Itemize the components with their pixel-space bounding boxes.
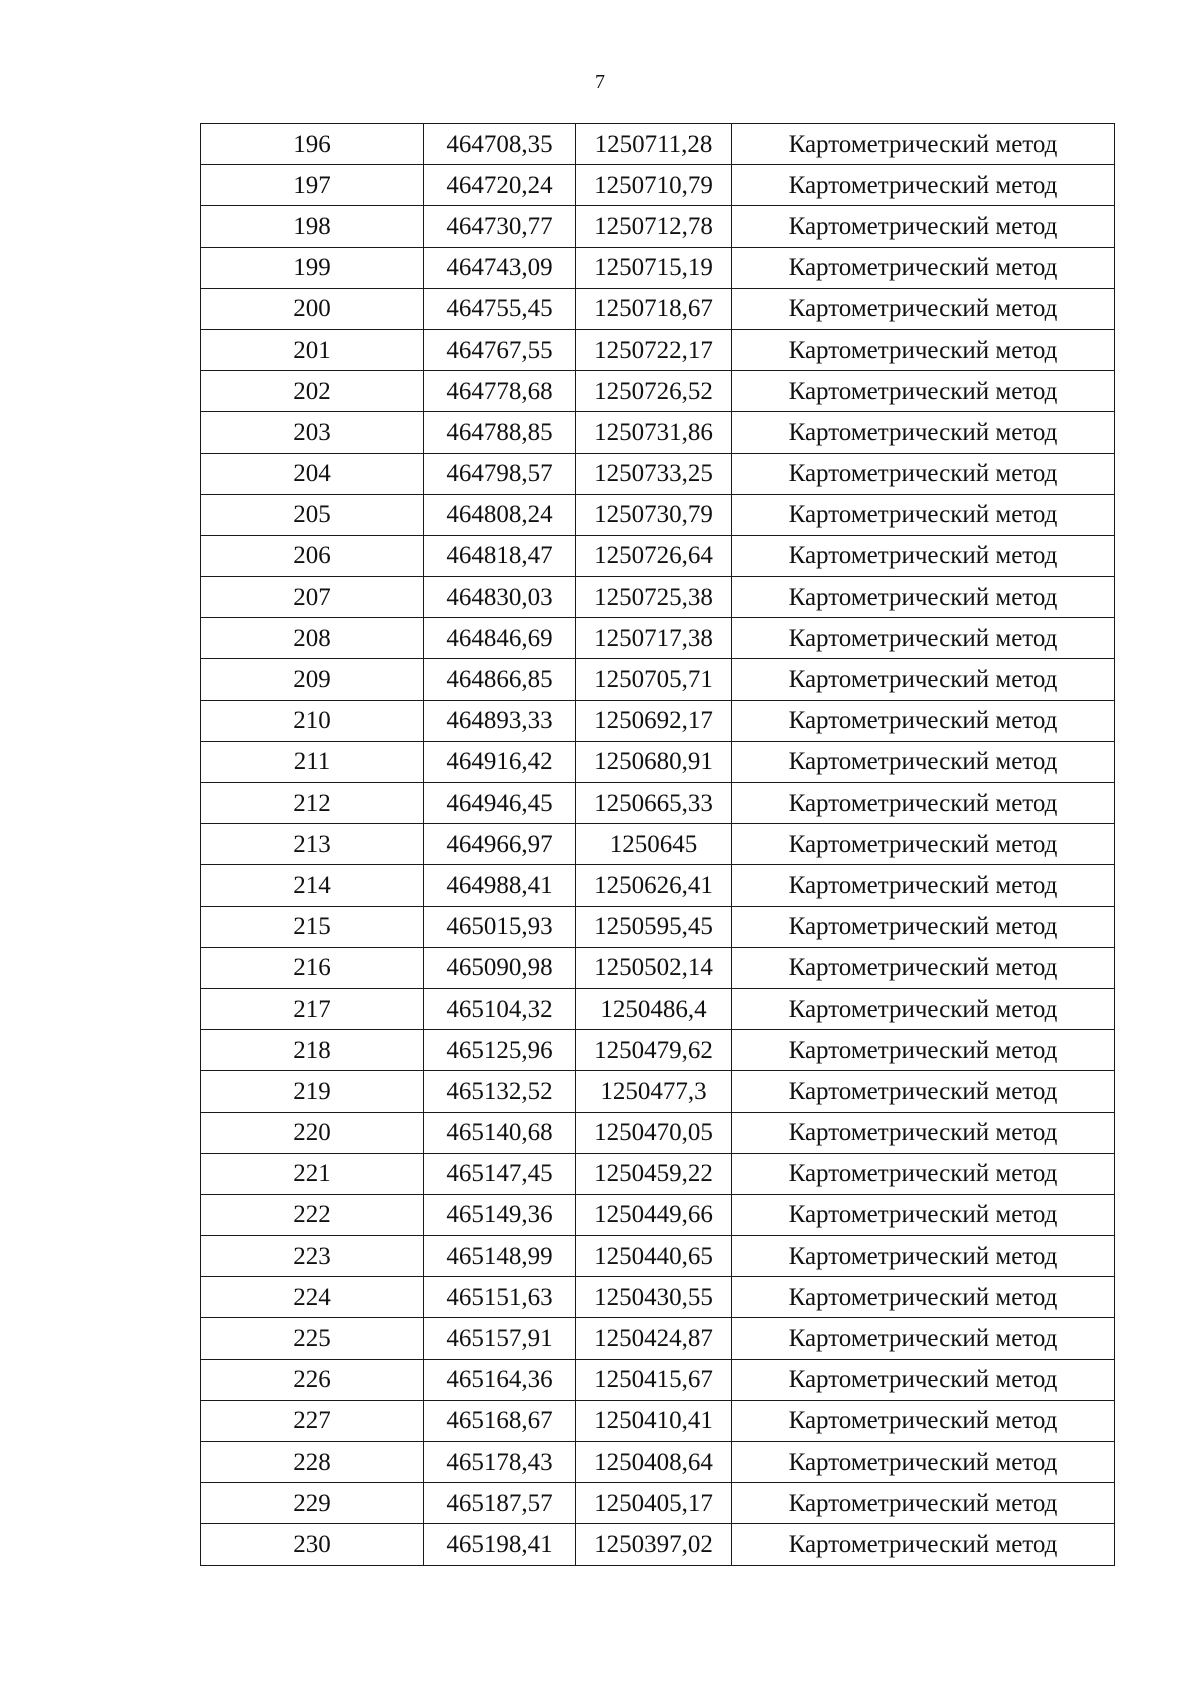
x-coordinate-cell: 464778,68 — [424, 371, 576, 412]
y-coordinate-cell: 1250717,38 — [576, 618, 732, 659]
method-cell: Картометрический метод — [732, 494, 1115, 535]
table-row — [201, 1277, 1115, 1318]
point-number-cell: 214 — [201, 865, 424, 906]
x-coordinate-cell: 465187,57 — [424, 1483, 576, 1524]
method-cell: Картометрический метод — [732, 329, 1115, 370]
method-cell: Картометрический метод — [732, 206, 1115, 247]
x-coordinate-cell: 465140,68 — [424, 1112, 576, 1153]
y-coordinate-cell: 1250410,41 — [576, 1400, 732, 1441]
page-number: 7 — [595, 71, 605, 93]
method-cell: Картометрический метод — [732, 1194, 1115, 1235]
x-coordinate-cell: 464830,03 — [424, 577, 576, 618]
table-row — [201, 947, 1115, 988]
table-row — [201, 412, 1115, 453]
table-row — [201, 1400, 1115, 1441]
method-cell: Картометрический метод — [732, 1359, 1115, 1400]
point-number-cell: 203 — [201, 412, 424, 453]
y-coordinate-cell: 1250595,45 — [576, 906, 732, 947]
point-number-cell: 208 — [201, 618, 424, 659]
x-coordinate-cell: 464755,45 — [424, 288, 576, 329]
y-coordinate-cell: 1250722,17 — [576, 329, 732, 370]
point-number-cell: 202 — [201, 371, 424, 412]
point-number-cell: 199 — [201, 247, 424, 288]
point-number-cell: 213 — [201, 824, 424, 865]
y-coordinate-cell: 1250397,02 — [576, 1524, 732, 1565]
point-number-cell: 206 — [201, 535, 424, 576]
method-cell: Картометрический метод — [732, 165, 1115, 206]
point-number-cell: 200 — [201, 288, 424, 329]
x-coordinate-cell: 465178,43 — [424, 1442, 576, 1483]
y-coordinate-cell: 1250715,19 — [576, 247, 732, 288]
method-cell: Картометрический метод — [732, 1277, 1115, 1318]
y-coordinate-cell: 1250710,79 — [576, 165, 732, 206]
table-row — [201, 288, 1115, 329]
x-coordinate-cell: 464730,77 — [424, 206, 576, 247]
method-cell: Картометрический метод — [732, 1442, 1115, 1483]
point-number-cell: 219 — [201, 1071, 424, 1112]
x-coordinate-cell: 464788,85 — [424, 412, 576, 453]
x-coordinate-cell: 465090,98 — [424, 947, 576, 988]
coordinates-table — [200, 123, 1115, 1566]
method-cell: Картометрический метод — [732, 247, 1115, 288]
table-row — [201, 988, 1115, 1029]
y-coordinate-cell: 1250424,87 — [576, 1318, 732, 1359]
method-cell: Картометрический метод — [732, 947, 1115, 988]
table-row — [201, 1483, 1115, 1524]
x-coordinate-cell: 465132,52 — [424, 1071, 576, 1112]
table-row — [201, 865, 1115, 906]
point-number-cell: 217 — [201, 988, 424, 1029]
table-row — [201, 453, 1115, 494]
table-row — [201, 165, 1115, 206]
method-cell: Картометрический метод — [732, 1030, 1115, 1071]
y-coordinate-cell: 1250405,17 — [576, 1483, 732, 1524]
table-row — [201, 1030, 1115, 1071]
method-cell: Картометрический метод — [732, 535, 1115, 576]
x-coordinate-cell: 464808,24 — [424, 494, 576, 535]
y-coordinate-cell: 1250712,78 — [576, 206, 732, 247]
method-cell: Картометрический метод — [732, 412, 1115, 453]
y-coordinate-cell: 1250415,67 — [576, 1359, 732, 1400]
coordinates-table-body — [201, 124, 1115, 1566]
y-coordinate-cell: 1250680,91 — [576, 741, 732, 782]
point-number-cell: 197 — [201, 165, 424, 206]
y-coordinate-cell: 1250711,28 — [576, 124, 732, 165]
method-cell: Картометрический метод — [732, 1400, 1115, 1441]
table-row — [201, 247, 1115, 288]
y-coordinate-cell: 1250408,64 — [576, 1442, 732, 1483]
method-cell: Картометрический метод — [732, 865, 1115, 906]
point-number-cell: 201 — [201, 329, 424, 370]
table-row — [201, 824, 1115, 865]
point-number-cell: 210 — [201, 700, 424, 741]
method-cell: Картометрический метод — [732, 741, 1115, 782]
method-cell: Картометрический метод — [732, 824, 1115, 865]
point-number-cell: 207 — [201, 577, 424, 618]
y-coordinate-cell: 1250733,25 — [576, 453, 732, 494]
x-coordinate-cell: 464708,35 — [424, 124, 576, 165]
table-row — [201, 1071, 1115, 1112]
y-coordinate-cell: 1250692,17 — [576, 700, 732, 741]
x-coordinate-cell: 464798,57 — [424, 453, 576, 494]
table-row — [201, 1524, 1115, 1565]
method-cell: Картометрический метод — [732, 618, 1115, 659]
y-coordinate-cell: 1250731,86 — [576, 412, 732, 453]
table-row — [201, 206, 1115, 247]
y-coordinate-cell: 1250459,22 — [576, 1153, 732, 1194]
method-cell: Картометрический метод — [732, 1153, 1115, 1194]
method-cell: Картометрический метод — [732, 1483, 1115, 1524]
y-coordinate-cell: 1250430,55 — [576, 1277, 732, 1318]
method-cell: Картометрический метод — [732, 124, 1115, 165]
table-row — [201, 700, 1115, 741]
point-number-cell: 198 — [201, 206, 424, 247]
point-number-cell: 224 — [201, 1277, 424, 1318]
x-coordinate-cell: 464988,41 — [424, 865, 576, 906]
x-coordinate-cell: 465149,36 — [424, 1194, 576, 1235]
point-number-cell: 205 — [201, 494, 424, 535]
point-number-cell: 196 — [201, 124, 424, 165]
point-number-cell: 215 — [201, 906, 424, 947]
method-cell: Картометрический метод — [732, 1524, 1115, 1565]
table-row — [201, 577, 1115, 618]
x-coordinate-cell: 465015,93 — [424, 906, 576, 947]
x-coordinate-cell: 465198,41 — [424, 1524, 576, 1565]
y-coordinate-cell: 1250479,62 — [576, 1030, 732, 1071]
x-coordinate-cell: 464818,47 — [424, 535, 576, 576]
y-coordinate-cell: 1250645 — [576, 824, 732, 865]
point-number-cell: 218 — [201, 1030, 424, 1071]
point-number-cell: 225 — [201, 1318, 424, 1359]
x-coordinate-cell: 465125,96 — [424, 1030, 576, 1071]
point-number-cell: 227 — [201, 1400, 424, 1441]
y-coordinate-cell: 1250705,71 — [576, 659, 732, 700]
x-coordinate-cell: 464893,33 — [424, 700, 576, 741]
table-row — [201, 1442, 1115, 1483]
method-cell: Картометрический метод — [732, 1112, 1115, 1153]
table-row — [201, 1236, 1115, 1277]
point-number-cell: 209 — [201, 659, 424, 700]
table-row — [201, 741, 1115, 782]
x-coordinate-cell: 464767,55 — [424, 329, 576, 370]
y-coordinate-cell: 1250470,05 — [576, 1112, 732, 1153]
x-coordinate-cell: 465157,91 — [424, 1318, 576, 1359]
point-number-cell: 216 — [201, 947, 424, 988]
y-coordinate-cell: 1250440,65 — [576, 1236, 732, 1277]
method-cell: Картометрический метод — [732, 783, 1115, 824]
method-cell: Картометрический метод — [732, 700, 1115, 741]
method-cell: Картометрический метод — [732, 1318, 1115, 1359]
x-coordinate-cell: 465148,99 — [424, 1236, 576, 1277]
point-number-cell: 226 — [201, 1359, 424, 1400]
method-cell: Картометрический метод — [732, 906, 1115, 947]
table-row — [201, 371, 1115, 412]
method-cell: Картометрический метод — [732, 659, 1115, 700]
method-cell: Картометрический метод — [732, 288, 1115, 329]
x-coordinate-cell: 465151,63 — [424, 1277, 576, 1318]
method-cell: Картометрический метод — [732, 988, 1115, 1029]
x-coordinate-cell: 465168,67 — [424, 1400, 576, 1441]
x-coordinate-cell: 465147,45 — [424, 1153, 576, 1194]
y-coordinate-cell: 1250730,79 — [576, 494, 732, 535]
x-coordinate-cell: 464743,09 — [424, 247, 576, 288]
y-coordinate-cell: 1250725,38 — [576, 577, 732, 618]
table-row — [201, 1194, 1115, 1235]
method-cell: Картометрический метод — [732, 453, 1115, 494]
y-coordinate-cell: 1250626,41 — [576, 865, 732, 906]
point-number-cell: 228 — [201, 1442, 424, 1483]
point-number-cell: 229 — [201, 1483, 424, 1524]
method-cell: Картометрический метод — [732, 1236, 1115, 1277]
table-row — [201, 1318, 1115, 1359]
table-row — [201, 494, 1115, 535]
x-coordinate-cell: 464866,85 — [424, 659, 576, 700]
x-coordinate-cell: 464720,24 — [424, 165, 576, 206]
y-coordinate-cell: 1250449,66 — [576, 1194, 732, 1235]
x-coordinate-cell: 464946,45 — [424, 783, 576, 824]
point-number-cell: 220 — [201, 1112, 424, 1153]
table-row — [201, 1359, 1115, 1400]
y-coordinate-cell: 1250486,4 — [576, 988, 732, 1029]
method-cell: Картометрический метод — [732, 1071, 1115, 1112]
table-row — [201, 659, 1115, 700]
y-coordinate-cell: 1250726,52 — [576, 371, 732, 412]
x-coordinate-cell: 465104,32 — [424, 988, 576, 1029]
y-coordinate-cell: 1250726,64 — [576, 535, 732, 576]
x-coordinate-cell: 464916,42 — [424, 741, 576, 782]
table-row — [201, 618, 1115, 659]
table-row — [201, 329, 1115, 370]
table-row — [201, 906, 1115, 947]
point-number-cell: 221 — [201, 1153, 424, 1194]
point-number-cell: 212 — [201, 783, 424, 824]
point-number-cell: 223 — [201, 1236, 424, 1277]
x-coordinate-cell: 464966,97 — [424, 824, 576, 865]
table-row — [201, 124, 1115, 165]
point-number-cell: 204 — [201, 453, 424, 494]
x-coordinate-cell: 464846,69 — [424, 618, 576, 659]
y-coordinate-cell: 1250665,33 — [576, 783, 732, 824]
table-row — [201, 1153, 1115, 1194]
y-coordinate-cell: 1250477,3 — [576, 1071, 732, 1112]
method-cell: Картометрический метод — [732, 371, 1115, 412]
y-coordinate-cell: 1250502,14 — [576, 947, 732, 988]
point-number-cell: 222 — [201, 1194, 424, 1235]
method-cell: Картометрический метод — [732, 577, 1115, 618]
table-row — [201, 1112, 1115, 1153]
point-number-cell: 230 — [201, 1524, 424, 1565]
table-row — [201, 535, 1115, 576]
x-coordinate-cell: 465164,36 — [424, 1359, 576, 1400]
point-number-cell: 211 — [201, 741, 424, 782]
table-row — [201, 783, 1115, 824]
y-coordinate-cell: 1250718,67 — [576, 288, 732, 329]
